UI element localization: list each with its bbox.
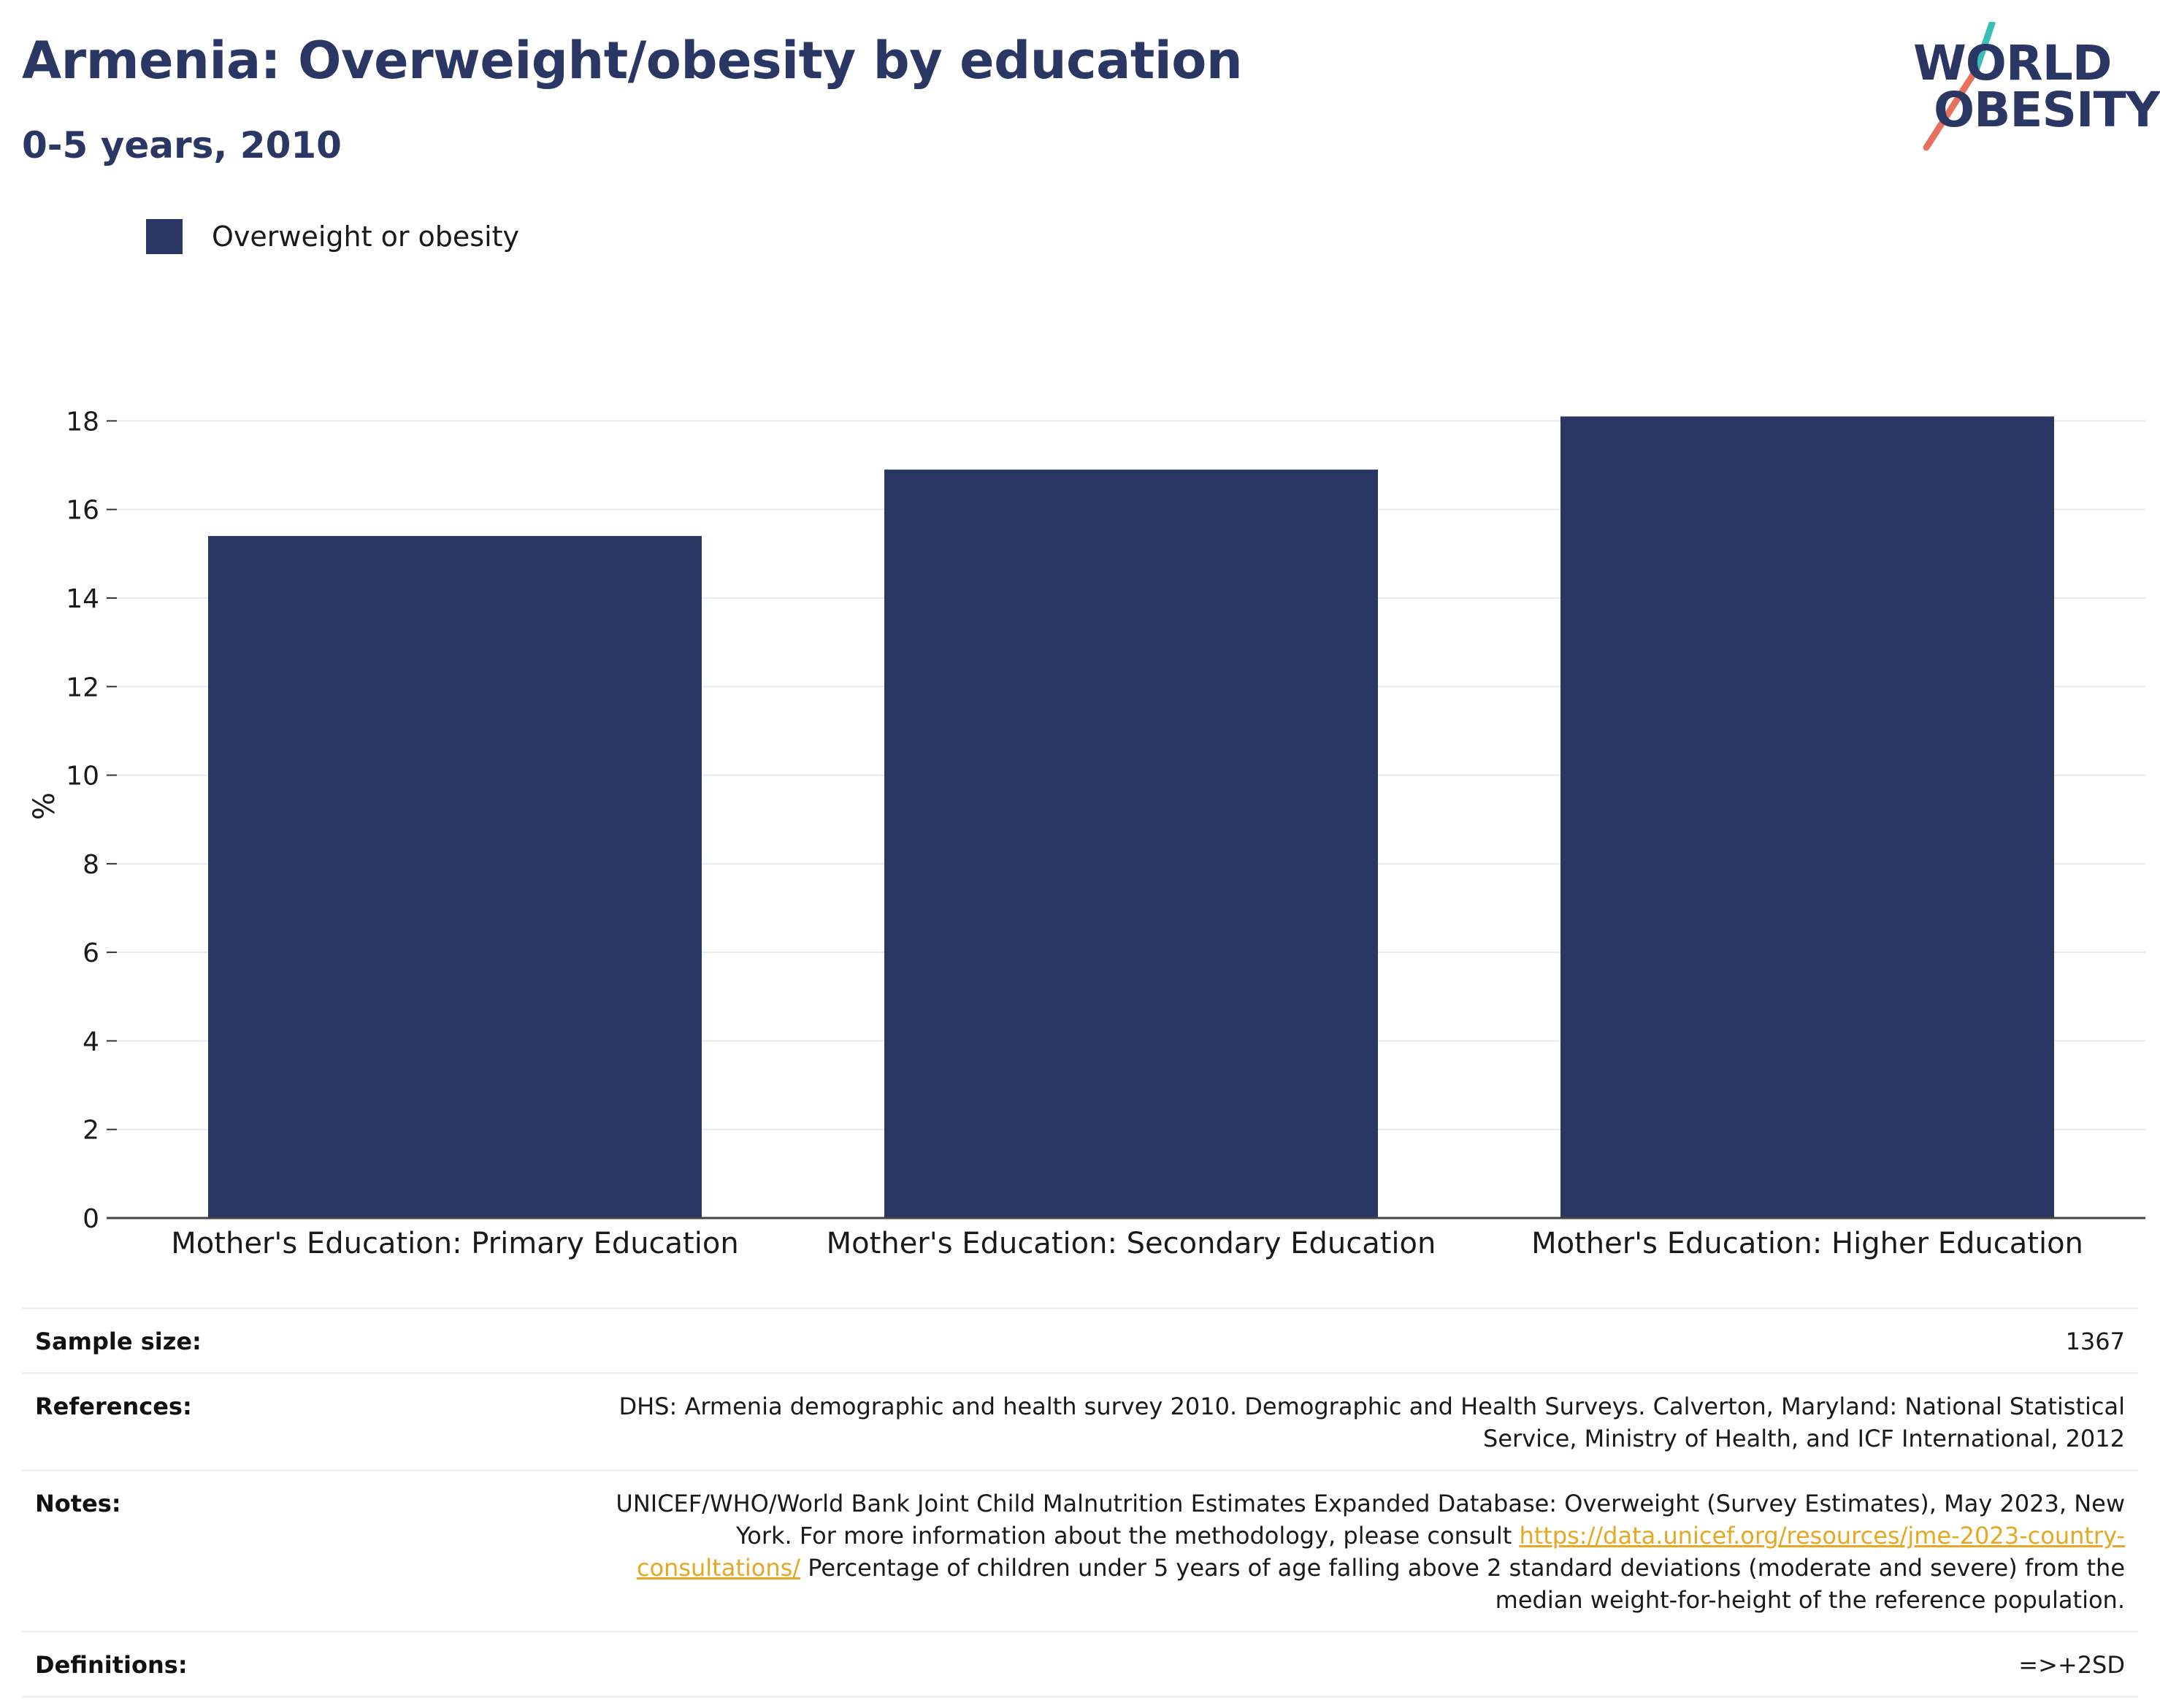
bar[interactable] xyxy=(884,470,1378,1218)
info-row-definitions xyxy=(22,1631,2138,1698)
chart-title: Armenia: Overweight/obesity by education xyxy=(22,31,1243,91)
references-label: References: xyxy=(35,1393,192,1420)
y-tick-label: 10 xyxy=(66,761,99,792)
notes-label: Notes: xyxy=(35,1490,121,1517)
y-tick-label: 14 xyxy=(66,583,99,614)
y-tick-label: 0 xyxy=(83,1204,99,1234)
x-tick-label: Mother's Education: Higher Education xyxy=(1531,1227,2083,1260)
notes-text-before: UNICEF/WHO/World Bank Joint Child Malnutrition Estimates Expanded Database: Overweight (Survey Estimates), May 2023, New York. For more information about the methodology, please consult xyxy=(616,1490,2125,1550)
info-table xyxy=(22,1307,2138,1698)
bars xyxy=(208,416,2054,1218)
y-tick-label: 6 xyxy=(83,938,99,969)
y-tick-label: 18 xyxy=(66,407,99,437)
definitions-value: =>+2SD xyxy=(2018,1651,2125,1679)
y-tick-label: 4 xyxy=(83,1027,99,1057)
sample-size-value: 1367 xyxy=(2065,1328,2125,1355)
info-row-sample-size xyxy=(22,1307,2138,1372)
x-tick-label: Mother's Education: Primary Education xyxy=(171,1227,739,1260)
info-row-references xyxy=(22,1372,2138,1469)
bar[interactable] xyxy=(208,536,702,1218)
notes-text-after: Percentage of children under 5 years of age falling above 2 standard deviations (moderate and severe) from the median weight-for-height of the reference population. xyxy=(800,1554,2125,1614)
bar[interactable] xyxy=(1560,416,2054,1218)
notes-value xyxy=(591,1487,2125,1616)
logo-text-world: WORLD xyxy=(1913,35,2112,91)
sample-size-label: Sample size: xyxy=(35,1328,202,1355)
y-tick-label: 12 xyxy=(66,673,99,703)
x-tick-label: Mother's Education: Secondary Education xyxy=(826,1227,1436,1260)
definitions-label: Definitions: xyxy=(35,1651,188,1679)
chart-subtitle: 0-5 years, 2010 xyxy=(22,124,342,166)
legend-label: Overweight or obesity xyxy=(212,221,520,253)
y-tick-label: 16 xyxy=(66,495,99,526)
y-axis-title: % xyxy=(28,792,61,821)
y-tick-label: 8 xyxy=(83,849,99,880)
references-value: DHS: Armenia demographic and health survey 2010. Demographic and Health Surveys. Calverton, Maryland: National Statistical Service, Ministry of Health, and ICF International, 2012 xyxy=(618,1393,2125,1452)
logo-text-obesity: OBESITY xyxy=(1934,82,2160,138)
info-row-notes xyxy=(22,1469,2138,1631)
notes-link[interactable]: https://data.unicef.org/resources/jme-2023-country-consultations/ xyxy=(636,1522,2125,1582)
y-tick-label: 2 xyxy=(83,1115,99,1146)
